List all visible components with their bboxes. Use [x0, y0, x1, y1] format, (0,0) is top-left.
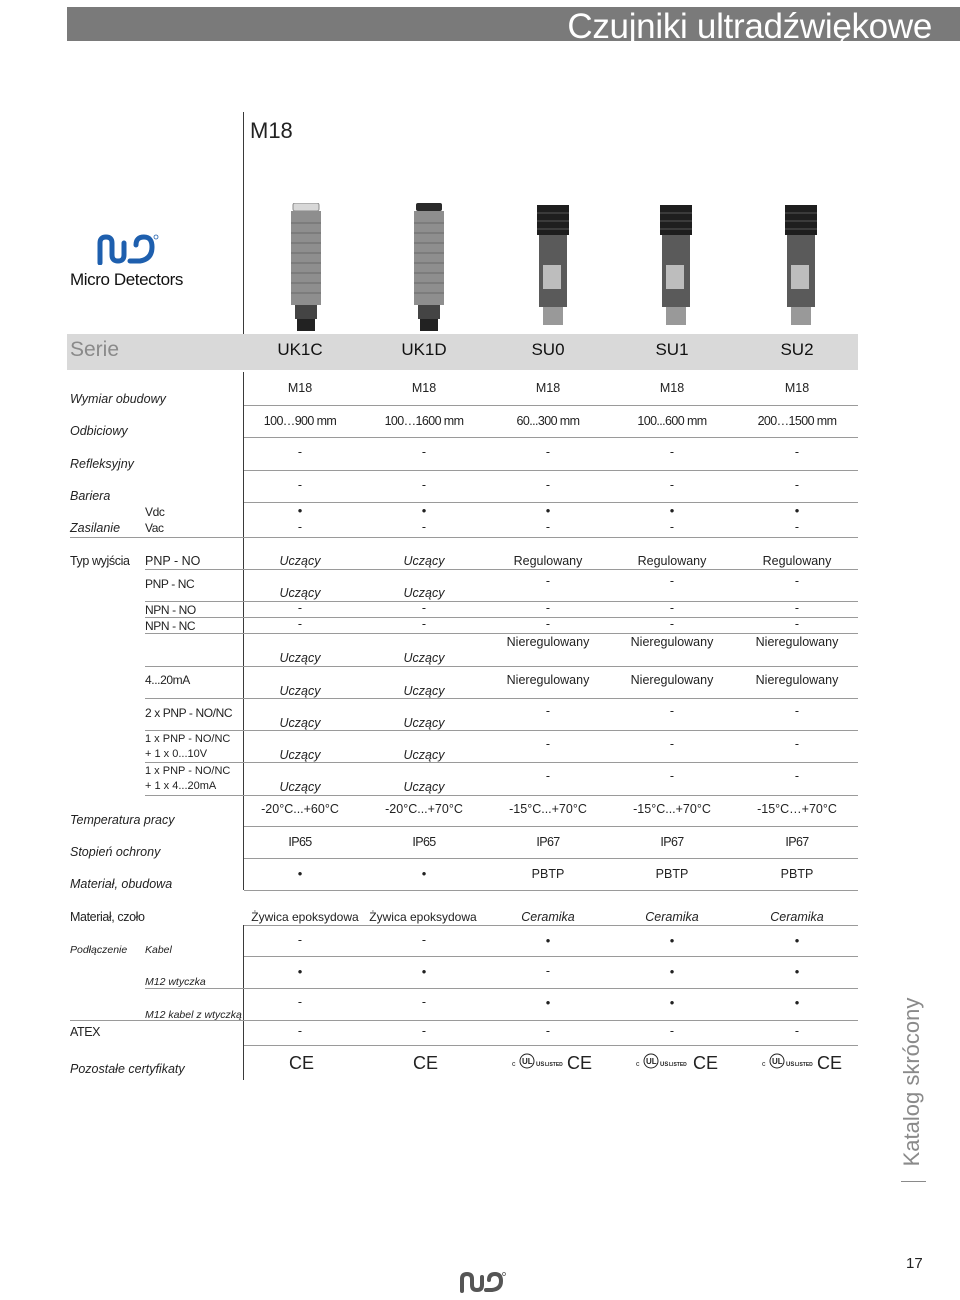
- bullet-icon: •: [669, 503, 675, 518]
- table-cell: PBTP: [531, 867, 565, 881]
- table-cell: -: [297, 1024, 303, 1038]
- table-cell: -: [297, 601, 303, 615]
- table-cell: Nieregulowany: [506, 635, 590, 649]
- table-cell: 100…1600 mm: [384, 414, 464, 428]
- product-photo-su0: [531, 205, 575, 335]
- table-cell: -: [669, 520, 675, 534]
- table-cell: -: [421, 520, 427, 534]
- bullet-icon: •: [297, 503, 303, 518]
- table-cell: -: [794, 574, 800, 588]
- row-label-podlaczenie: Podłączenie: [70, 944, 128, 956]
- table-cell: -: [794, 617, 800, 631]
- table-cell: Żywica epoksydowa: [251, 910, 359, 924]
- table-cell: -: [669, 601, 675, 615]
- table-cell: Regulowany: [513, 554, 583, 568]
- table-cell: -15°C...+70°C: [509, 802, 587, 816]
- table-cell: 100…900 mm: [263, 414, 337, 428]
- svg-text:UL: UL: [646, 1057, 657, 1066]
- sub-label-pnp-10v-a: 1 x PNP - NO/NC: [145, 733, 231, 745]
- row-divider: [244, 858, 858, 859]
- table-cell: Ceramika: [770, 910, 824, 924]
- sub-label-m12-kabel: M12 kabel z wtyczką: [145, 1009, 242, 1021]
- table-cell: -: [794, 704, 800, 718]
- bullet-icon: •: [794, 933, 800, 948]
- bullet-icon: •: [421, 866, 427, 881]
- md-logo-icon: [459, 1271, 507, 1298]
- table-cell: IP67: [536, 835, 560, 849]
- table-cell: 200…1500 mm: [757, 414, 837, 428]
- bullet-icon: •: [545, 933, 551, 948]
- table-cell: -: [545, 574, 551, 588]
- table-cell: -: [794, 445, 800, 459]
- row-divider: [244, 956, 858, 957]
- svg-text:CE: CE: [289, 1053, 315, 1072]
- table-cell: Uczący: [403, 748, 445, 762]
- table-cell: -: [421, 601, 427, 615]
- bullet-icon: •: [297, 964, 303, 979]
- product-photo-uk1c: [285, 203, 327, 338]
- row-label-certyfikaty: Pozostałe certyfikaty: [70, 1062, 185, 1076]
- table-cell: -: [545, 769, 551, 783]
- table-cell: -: [794, 737, 800, 751]
- row-divider: [145, 795, 858, 796]
- ce-mark-icon: [817, 1052, 843, 1076]
- table-cell: -: [421, 995, 427, 1009]
- row-label-bariera: Bariera: [70, 489, 111, 503]
- row-divider: [145, 666, 858, 667]
- divider-line: [243, 112, 244, 334]
- table-cell: -: [545, 1024, 551, 1038]
- table-cell: -: [669, 1024, 675, 1038]
- table-cell: -: [669, 769, 675, 783]
- table-cell: Uczący: [279, 651, 321, 665]
- row-label-zasilanie: Zasilanie: [70, 521, 121, 535]
- table-cell: IP67: [785, 835, 809, 849]
- bullet-icon: •: [297, 866, 303, 881]
- bullet-icon: •: [669, 964, 675, 979]
- sub-label-4-20ma: 4...20mA: [145, 673, 190, 687]
- ce-mark-icon: [289, 1052, 315, 1076]
- ce-mark-icon: [693, 1052, 719, 1076]
- row-divider: [145, 762, 858, 763]
- svg-text:CE: CE: [567, 1053, 593, 1072]
- bullet-icon: •: [794, 964, 800, 979]
- table-cell: Nieregulowany: [755, 673, 839, 687]
- sub-label-pnp-ma-b: + 1 x 4...20mA: [145, 780, 217, 792]
- table-cell: M18: [535, 381, 561, 395]
- sub-label-vac: Vac: [145, 521, 164, 535]
- table-cell: -: [669, 737, 675, 751]
- table-cell: -: [421, 478, 427, 492]
- row-divider: [244, 470, 858, 471]
- table-cell: -15°C...+70°C: [633, 802, 711, 816]
- table-cell: M18: [411, 381, 437, 395]
- page-title: Czujniki ultradźwiękowe: [567, 7, 932, 46]
- column-header: SU0: [531, 340, 565, 359]
- row-divider: [145, 988, 858, 989]
- table-cell: M18: [784, 381, 810, 395]
- table-cell: M18: [287, 381, 313, 395]
- svg-text:CE: CE: [693, 1053, 719, 1072]
- table-cell: -20°C...+70°C: [385, 802, 463, 816]
- sub-label-pnp-ma-a: 1 x PNP - NO/NC: [145, 765, 231, 777]
- product-photo-uk1d: [408, 203, 450, 338]
- row-label-stopien: Stopień ochrony: [70, 845, 161, 859]
- row-divider: [244, 437, 858, 438]
- svg-text:UL: UL: [772, 1057, 783, 1066]
- table-cell: Uczący: [279, 780, 321, 794]
- table-cell: -: [297, 520, 303, 534]
- table-cell: -: [794, 601, 800, 615]
- ce-mark-icon: [413, 1052, 439, 1076]
- table-cell: -: [669, 704, 675, 718]
- row-label-temperatura: Temperatura pracy: [70, 813, 175, 827]
- table-cell: Uczący: [279, 554, 321, 568]
- table-cell: -: [794, 769, 800, 783]
- svg-text:UL: UL: [522, 1057, 533, 1066]
- table-cell: -: [669, 617, 675, 631]
- md-logo-icon: [70, 233, 160, 270]
- brand-name: Micro Detectors: [70, 270, 184, 289]
- row-divider: [244, 1045, 858, 1046]
- row-divider: [145, 730, 858, 731]
- table-cell: -: [669, 445, 675, 459]
- table-cell: -: [545, 737, 551, 751]
- table-cell: IP67: [660, 835, 684, 849]
- column-header: SU1: [655, 340, 689, 359]
- table-cell: PBTP: [780, 867, 814, 881]
- page-number: 17: [906, 1255, 923, 1272]
- side-divider: [901, 1181, 926, 1182]
- column-header: UK1D: [401, 340, 447, 359]
- svg-text:c: c: [636, 1061, 640, 1068]
- row-divider: [244, 405, 858, 406]
- svg-text:LISTED: LISTED: [669, 1062, 687, 1068]
- sub-label-kabel: Kabel: [145, 944, 172, 956]
- bullet-icon: •: [794, 503, 800, 518]
- bullet-icon: •: [669, 995, 675, 1010]
- table-cell: -: [545, 964, 551, 978]
- table-cell: M18: [659, 381, 685, 395]
- svg-text:LISTED: LISTED: [795, 1062, 813, 1068]
- sub-label-vdc: Vdc: [145, 505, 165, 519]
- row-divider: [244, 925, 858, 926]
- table-cell: -: [545, 601, 551, 615]
- header-bar: [67, 7, 960, 46]
- sub-label-npn-no: NPN - NO: [145, 603, 196, 617]
- table-cell: PBTP: [655, 867, 689, 881]
- row-label-typ: Typ wyjścia: [70, 554, 130, 568]
- table-cell: Nieregulowany: [630, 673, 714, 687]
- table-cell: -: [545, 617, 551, 631]
- svg-text:CE: CE: [817, 1053, 843, 1072]
- row-divider: [145, 698, 858, 699]
- table-cell: -: [297, 617, 303, 631]
- table-cell: Uczący: [279, 586, 321, 600]
- table-cell: Uczący: [403, 651, 445, 665]
- side-label: Katalog skrócony: [899, 997, 924, 1167]
- model-label: M18: [250, 118, 293, 143]
- table-cell: -: [297, 995, 303, 1009]
- table-cell: -: [794, 520, 800, 534]
- row-label-wymiar: Wymiar obudowy: [70, 392, 166, 406]
- table-cell: 60...300 mm: [516, 414, 580, 428]
- row-label-material-obudowa: Materiał, obudowa: [70, 877, 173, 891]
- ul-listed-icon: [762, 1052, 814, 1076]
- column-header: SU2: [780, 340, 814, 359]
- product-photo-su1: [654, 205, 698, 335]
- table-cell: -: [545, 704, 551, 718]
- row-divider: [145, 569, 858, 570]
- table-cell: -: [669, 478, 675, 492]
- table-cell: Ceramika: [521, 910, 575, 924]
- svg-text:US: US: [660, 1062, 669, 1068]
- sub-label-m12: M12 wtyczka: [145, 976, 206, 988]
- row-label-material-czolo: Materiał, czoło: [70, 910, 145, 924]
- ce-mark-icon: [567, 1052, 593, 1076]
- row-label-refleksyjny: Refleksyjny: [70, 457, 134, 471]
- row-divider: [244, 826, 858, 827]
- serie-label: Serie: [70, 338, 120, 361]
- sub-label-pnp-no: PNP - NO: [145, 554, 201, 568]
- table-cell: -20°C...+60°C: [261, 802, 339, 816]
- table-cell: -: [794, 478, 800, 492]
- table-cell: Uczący: [279, 748, 321, 762]
- bullet-icon: •: [421, 503, 427, 518]
- table-cell: -: [545, 445, 551, 459]
- row-divider: [244, 890, 858, 891]
- column-header: UK1C: [277, 340, 323, 359]
- table-cell: -: [297, 478, 303, 492]
- row-label-atex: ATEX: [70, 1025, 101, 1039]
- bullet-icon: •: [794, 995, 800, 1010]
- table-cell: Ceramika: [645, 910, 699, 924]
- table-cell: Uczący: [403, 716, 445, 730]
- table-cell: -: [421, 1024, 427, 1038]
- table-cell: -: [669, 574, 675, 588]
- table-cell: Uczący: [403, 586, 445, 600]
- bullet-icon: •: [545, 503, 551, 518]
- table-cell: Uczący: [403, 780, 445, 794]
- table-cell: -: [794, 1024, 800, 1038]
- sub-label-pnp-nc: PNP - NC: [145, 577, 195, 591]
- ul-listed-icon: [636, 1052, 688, 1076]
- table-cell: 100...600 mm: [637, 414, 707, 428]
- table-cell: Regulowany: [637, 554, 707, 568]
- sub-label-npn-nc: NPN - NC: [145, 619, 196, 633]
- table-cell: Uczący: [403, 684, 445, 698]
- sub-label-pnp-10v-b: + 1 x 0...10V: [145, 748, 208, 760]
- bullet-icon: •: [545, 995, 551, 1010]
- table-cell: -: [421, 445, 427, 459]
- table-cell: Regulowany: [762, 554, 832, 568]
- svg-text:c: c: [512, 1061, 516, 1068]
- table-cell: -: [421, 933, 427, 947]
- table-cell: Nieregulowany: [755, 635, 839, 649]
- svg-text:c: c: [762, 1061, 766, 1068]
- table-cell: IP65: [288, 835, 312, 849]
- table-cell: IP65: [412, 835, 436, 849]
- table-cell: -: [297, 445, 303, 459]
- table-cell: -15°C…+70°C: [757, 802, 837, 816]
- table-cell: Uczący: [279, 716, 321, 730]
- ul-listed-icon: [512, 1052, 564, 1076]
- table-cell: Uczący: [403, 554, 445, 568]
- table-cell: Uczący: [279, 684, 321, 698]
- table-cell: -: [421, 617, 427, 631]
- row-label-odbiciowy: Odbiciowy: [70, 424, 128, 438]
- bullet-icon: •: [669, 933, 675, 948]
- table-cell: -: [297, 933, 303, 947]
- sub-label-2xpnp: 2 x PNP - NO/NC: [145, 706, 233, 720]
- svg-text:CE: CE: [413, 1053, 439, 1072]
- product-photo-su2: [779, 205, 823, 335]
- table-cell: Nieregulowany: [506, 673, 590, 687]
- svg-text:US: US: [786, 1062, 795, 1068]
- svg-text:LISTED: LISTED: [545, 1062, 563, 1068]
- table-cell: Żywica epoksydowa: [369, 910, 477, 924]
- svg-text:US: US: [536, 1062, 545, 1068]
- table-cell: Nieregulowany: [630, 635, 714, 649]
- row-divider: [70, 537, 858, 538]
- row-divider: [145, 633, 858, 634]
- bullet-icon: •: [421, 964, 427, 979]
- table-cell: -: [545, 478, 551, 492]
- table-cell: -: [545, 520, 551, 534]
